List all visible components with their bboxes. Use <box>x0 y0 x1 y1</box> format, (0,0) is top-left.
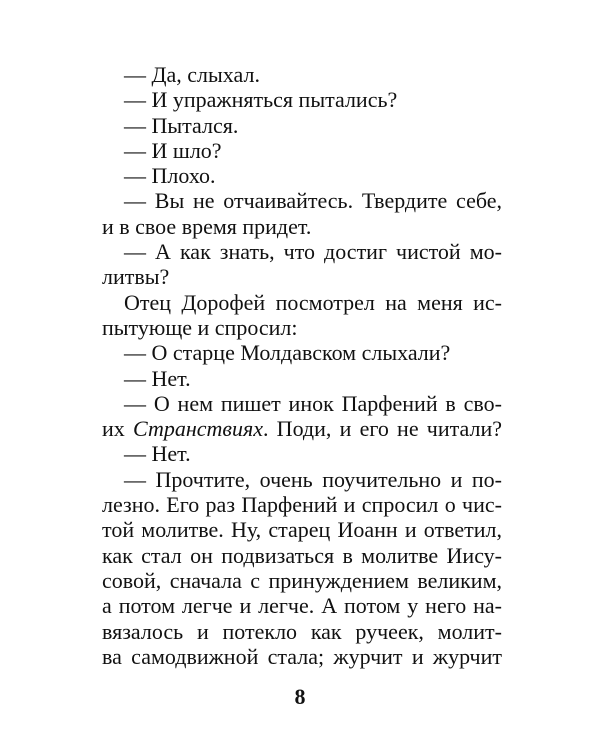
italic-title: Странствиях <box>132 416 263 442</box>
text-line: ва самодвижной стала; журчит и журчит <box>102 643 502 669</box>
text-line: а потом легче и легче. А потом у него на- <box>102 593 502 619</box>
text-line: вязалось и потекло как ручеек, молит- <box>102 618 502 644</box>
text-line: — И шло? <box>124 137 222 163</box>
text-line: — Плохо. <box>124 163 216 189</box>
text-line: — Вы не отчаивайтесь. Твердите себе, <box>124 188 502 214</box>
text-line: — Нет. <box>124 365 191 391</box>
text-line: совой, сначала с принуждением великим, <box>102 567 502 593</box>
body-text <box>102 62 502 669</box>
text-segment: . Поди, и его не читали? <box>262 416 502 442</box>
text-line: и в свое время придет. <box>102 213 312 239</box>
text-line: — А как знать, что достиг чистой мо- <box>124 239 502 265</box>
text-line: — И упражняться пытались? <box>124 87 398 113</box>
page-number: 8 <box>294 684 306 709</box>
text-line: Отец Дорофей посмотрел на меня ис- <box>124 289 502 315</box>
text-line: лезно. Его раз Парфений и спросил о чис- <box>102 492 502 518</box>
text-line: той молитве. Ну, старец Иоанн и ответил, <box>102 517 502 543</box>
text-line: — Нет. <box>124 441 191 467</box>
text-line: как стал он подвизаться в молитве Иису- <box>102 542 502 568</box>
text-line: — О нем пишет инок Парфений в сво- <box>124 390 502 416</box>
text-line <box>102 416 502 441</box>
text-line: пытующе и спросил: <box>102 314 298 340</box>
text-line: — Да, слыхал. <box>124 62 260 87</box>
text-line: — О старце Молдавском слыхали? <box>124 340 451 366</box>
text-segment: их <box>102 416 133 442</box>
text-line: — Прочтите, очень поучительно и по- <box>124 466 502 492</box>
text-line: литвы? <box>102 264 170 290</box>
text-line: — Пытался. <box>124 112 239 138</box>
